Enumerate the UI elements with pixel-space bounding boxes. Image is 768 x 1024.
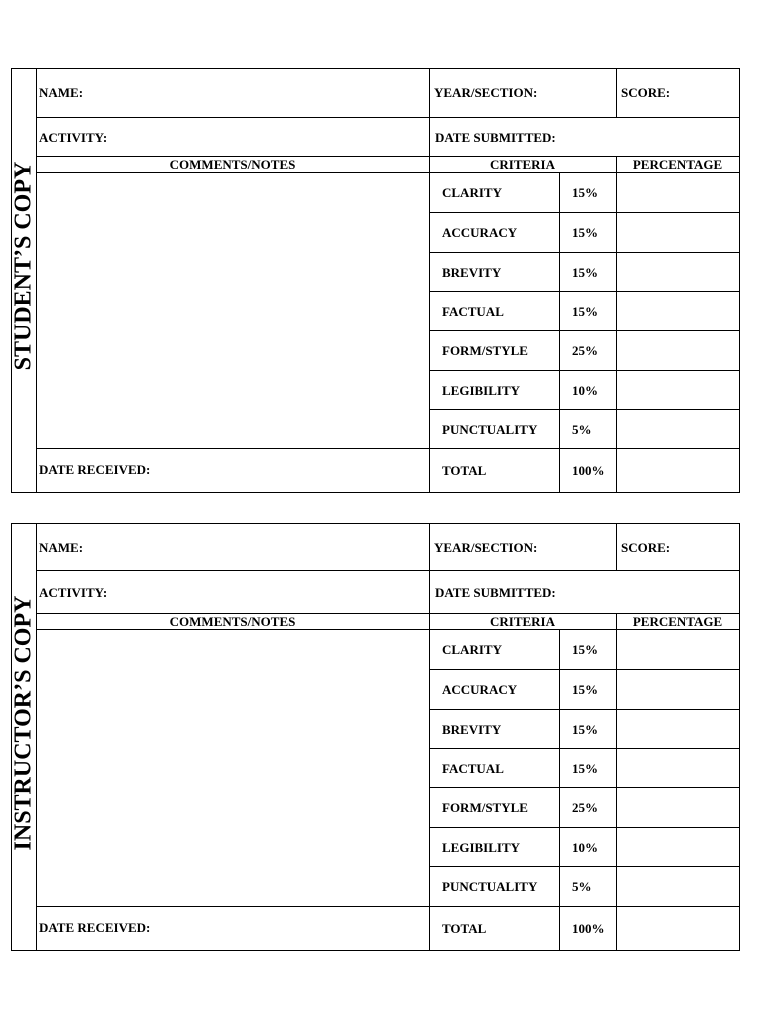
instructor-copy-label: INSTRUCTOR’S COPY: [10, 595, 37, 850]
year-section-field[interactable]: [557, 69, 616, 117]
criterion-percentage-field[interactable]: [617, 867, 739, 906]
criterion-weight: 15%: [572, 761, 598, 776]
year-section-label: YEAR/SECTION:: [434, 540, 538, 555]
criterion-name: PUNCTUALITY: [442, 879, 538, 894]
student-copy-label: STUDENT’S COPY: [10, 161, 37, 371]
criterion-name: BREVITY: [442, 722, 502, 737]
weight-column-divider: [559, 172, 560, 493]
criterion-name: CLARITY: [442, 185, 502, 200]
criterion-name: LEGIBILITY: [442, 840, 521, 855]
criterion-weight: 15%: [572, 682, 598, 697]
middle-column-divider: [429, 523, 430, 951]
criterion-weight: 15%: [572, 722, 598, 737]
criterion-percentage-field[interactable]: [617, 630, 739, 669]
total-percentage-field[interactable]: [617, 449, 739, 492]
criterion-percentage-field[interactable]: [617, 331, 739, 370]
score-label: SCORE:: [621, 540, 671, 555]
form-border-right: [739, 523, 740, 951]
criterion-percentage-field[interactable]: [617, 213, 739, 252]
total-label: TOTAL: [442, 463, 487, 478]
criterion-name: FACTUAL: [442, 761, 504, 776]
criterion-percentage-field[interactable]: [617, 253, 739, 291]
date-received-field[interactable]: [171, 449, 429, 492]
percentage-header: PERCENTAGE: [632, 157, 723, 172]
score-field[interactable]: [681, 524, 739, 570]
criterion-name: ACCURACY: [442, 225, 518, 240]
name-field[interactable]: [96, 69, 429, 117]
criterion-weight: 15%: [572, 642, 598, 657]
criterion-percentage-field[interactable]: [617, 292, 739, 330]
criterion-weight: 10%: [572, 840, 598, 855]
criterion-name: FORM/STYLE: [442, 800, 528, 815]
date-received-label: DATE RECEIVED:: [39, 920, 151, 935]
criteria-header: CRITERIA: [489, 157, 555, 172]
form-border-bottom: [11, 950, 740, 951]
score-column-divider: [616, 523, 617, 571]
criterion-weight: 15%: [572, 185, 598, 200]
criterion-name: FACTUAL: [442, 304, 504, 319]
date-submitted-label: DATE SUBMITTED:: [435, 585, 556, 600]
comments-notes-header: COMMENTS/NOTES: [169, 614, 296, 629]
date-submitted-field[interactable]: [579, 118, 739, 156]
date-received-field[interactable]: [171, 907, 429, 950]
total-weight: 100%: [572, 921, 605, 936]
date-submitted-field[interactable]: [579, 571, 739, 613]
criterion-percentage-field[interactable]: [617, 710, 739, 748]
weight-column-divider: [559, 629, 560, 951]
score-label: SCORE:: [621, 85, 671, 100]
criterion-weight: 5%: [572, 422, 592, 437]
comments-notes-header: COMMENTS/NOTES: [169, 157, 296, 172]
criterion-weight: 25%: [572, 343, 598, 358]
criterion-percentage-field[interactable]: [617, 410, 739, 448]
name-label: NAME:: [39, 85, 84, 100]
date-submitted-label: DATE SUBMITTED:: [435, 130, 556, 145]
criterion-weight: 5%: [572, 879, 592, 894]
date-received-label: DATE RECEIVED:: [39, 462, 151, 477]
criterion-weight: 10%: [572, 383, 598, 398]
name-label: NAME:: [39, 540, 84, 555]
activity-label: ACTIVITY:: [39, 585, 108, 600]
criterion-percentage-field[interactable]: [617, 670, 739, 709]
criterion-weight: 25%: [572, 800, 598, 815]
criterion-name: LEGIBILITY: [442, 383, 521, 398]
year-section-field[interactable]: [557, 524, 616, 570]
activity-field[interactable]: [121, 571, 429, 613]
criterion-percentage-field[interactable]: [617, 173, 739, 212]
total-percentage-field[interactable]: [617, 907, 739, 950]
name-field[interactable]: [96, 524, 429, 570]
score-field[interactable]: [681, 69, 739, 117]
criterion-percentage-field[interactable]: [617, 788, 739, 827]
middle-column-divider: [429, 68, 430, 493]
criterion-name: FORM/STYLE: [442, 343, 528, 358]
total-label: TOTAL: [442, 921, 487, 936]
percentage-header: PERCENTAGE: [632, 614, 723, 629]
form-border-bottom: [11, 492, 740, 493]
total-weight: 100%: [572, 463, 605, 478]
comments-notes-area[interactable]: [37, 173, 429, 448]
criterion-weight: 15%: [572, 225, 598, 240]
criterion-name: PUNCTUALITY: [442, 422, 538, 437]
criterion-name: BREVITY: [442, 265, 502, 280]
criterion-weight: 15%: [572, 265, 598, 280]
criteria-header: CRITERIA: [489, 614, 555, 629]
criterion-percentage-field[interactable]: [617, 828, 739, 866]
criterion-name: ACCURACY: [442, 682, 518, 697]
criterion-name: CLARITY: [442, 642, 502, 657]
comments-notes-area[interactable]: [37, 630, 429, 906]
criterion-weight: 15%: [572, 304, 598, 319]
criterion-percentage-field[interactable]: [617, 749, 739, 787]
score-column-divider: [616, 68, 617, 118]
form-border-right: [739, 68, 740, 493]
year-section-label: YEAR/SECTION:: [434, 85, 538, 100]
activity-label: ACTIVITY:: [39, 130, 108, 145]
criterion-percentage-field[interactable]: [617, 371, 739, 409]
activity-field[interactable]: [121, 118, 429, 156]
